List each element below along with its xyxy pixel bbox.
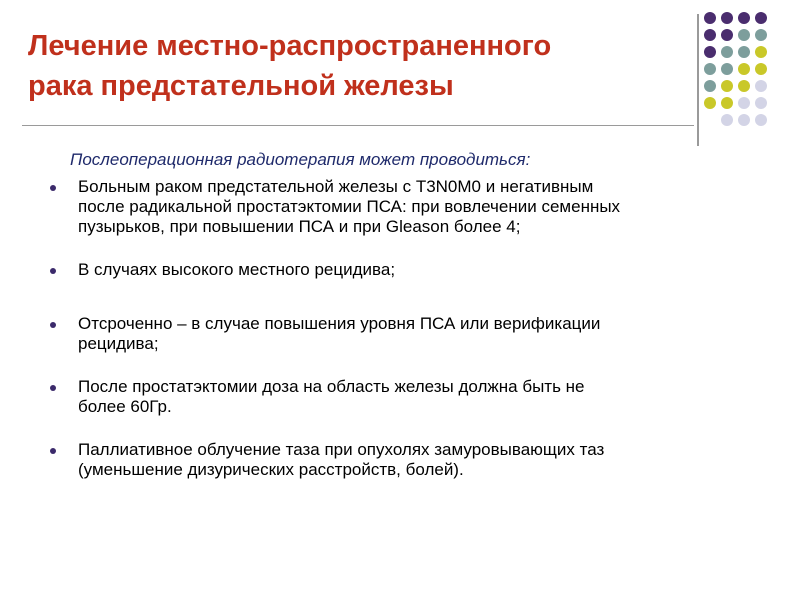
decorative-dot	[738, 80, 750, 92]
bullet-icon	[50, 448, 56, 454]
slide-title	[28, 26, 678, 106]
horizontal-divider	[22, 125, 694, 126]
title-line-2: рака предстательной железы	[28, 70, 454, 102]
decorative-dot	[721, 97, 733, 109]
decorative-dot	[704, 12, 716, 24]
decorative-dot	[704, 63, 716, 75]
decorative-dot	[704, 97, 716, 109]
item-line: Отсроченно – в случае повышения уровня ПСА или верификации	[78, 314, 601, 333]
item-line: пузырьков, при повышении ПСА и при Gleason более 4;	[78, 217, 521, 236]
decorative-dot-grid	[704, 12, 784, 132]
item-line: В случаях высокого местного рецидива;	[78, 260, 396, 279]
decorative-dot	[755, 29, 767, 41]
decorative-dot	[721, 114, 733, 126]
decorative-dot	[721, 12, 733, 24]
item-line: после радикальной простатэктомии ПСА: при вовлечении семенных	[78, 197, 621, 216]
vertical-divider	[697, 14, 699, 146]
decorative-dot	[755, 46, 767, 58]
list-item	[44, 440, 764, 480]
list-item	[44, 177, 764, 237]
decorative-dot	[738, 97, 750, 109]
decorative-dot	[721, 46, 733, 58]
list-item	[44, 377, 764, 417]
decorative-dot	[755, 114, 767, 126]
title-line-1: Лечение местно-распространенного	[28, 30, 552, 62]
decorative-dot	[738, 29, 750, 41]
decorative-dot	[721, 80, 733, 92]
item-line: Паллиативное облучение таза при опухолях замуровывающих таз	[78, 440, 605, 459]
item-line: более 60Гр.	[78, 397, 172, 416]
bullet-icon	[50, 185, 56, 191]
decorative-dot	[738, 46, 750, 58]
decorative-dot	[755, 63, 767, 75]
list-item	[44, 260, 764, 280]
bullet-icon	[50, 268, 56, 274]
item-line: Больным раком предстательной железы с T3N0M0 и негативным	[78, 177, 594, 196]
list-item	[44, 314, 764, 354]
decorative-dot	[721, 63, 733, 75]
decorative-dot	[755, 12, 767, 24]
intro-text: Послеоперационная радиотерапия может проводиться:	[70, 150, 531, 169]
item-line: рецидива;	[78, 334, 159, 353]
decorative-dot	[755, 97, 767, 109]
decorative-dot	[738, 63, 750, 75]
decorative-dot	[704, 80, 716, 92]
decorative-dot	[755, 80, 767, 92]
bullet-icon	[50, 322, 56, 328]
item-line: (уменьшение дизурических расстройств, болей).	[78, 460, 464, 479]
decorative-dot	[704, 46, 716, 58]
item-line: После простатэктомии доза на область железы должна быть не	[78, 377, 585, 396]
decorative-dot	[738, 12, 750, 24]
bullet-list	[44, 177, 764, 480]
decorative-dot	[721, 29, 733, 41]
decorative-dot	[738, 114, 750, 126]
bullet-icon	[50, 385, 56, 391]
decorative-dot	[704, 29, 716, 41]
